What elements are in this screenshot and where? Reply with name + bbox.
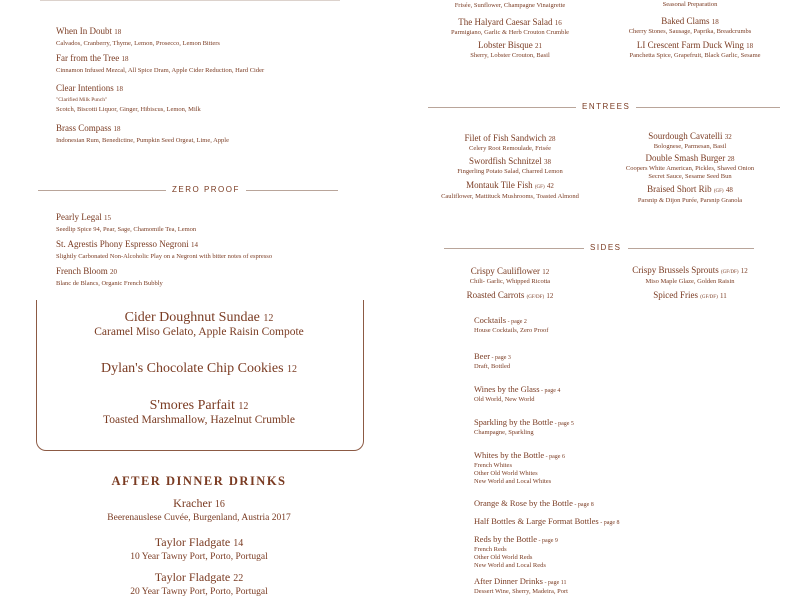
item-name: Far from the Tree: [56, 53, 120, 63]
dessert-item: [36, 310, 362, 339]
item-name: Dylan's Chocolate Chip Cookies: [100, 361, 284, 376]
zero-proof-item: [56, 266, 163, 288]
cocktail-item: [56, 26, 220, 48]
side-item: [600, 290, 780, 303]
item-desc: Cinnamon Infused Mezcal, All Spice Dram, Apple Cider Reduction, Hard Cider: [56, 67, 265, 74]
item-name: The Halyard Caesar Salad: [458, 17, 553, 27]
link-line: Champagne, Sparkling: [474, 429, 534, 436]
zero-proof-item: [56, 212, 196, 234]
page-link[interactable]: [474, 516, 620, 528]
item-price: 18: [121, 55, 129, 63]
item-name: Double Smash Burger: [645, 153, 726, 163]
item-desc: Seedlip Spice 94, Pear, Sage, Chamomile Tea, Lemon: [56, 226, 197, 233]
page-link[interactable]: [474, 534, 558, 570]
item-desc: Chili- Garlic, Whipped Ricotta: [469, 278, 551, 285]
link-line: Old World, New World: [474, 396, 535, 403]
item-name: LI Crescent Farm Duck Wing: [636, 40, 744, 50]
item-tag: (GF/DF): [721, 270, 739, 275]
entree-item: [420, 180, 600, 201]
entree-item: [600, 153, 780, 181]
item-desc: Beerenauslese Cuvée, Burgenland, Austria 2017: [107, 513, 291, 523]
link-title: After Dinner Drinks: [474, 576, 543, 586]
page-link[interactable]: [474, 315, 548, 335]
item-name: Montauk Tile Fish: [466, 180, 533, 190]
item-name: Swordfish Schnitzel: [469, 156, 542, 166]
item-desc: Caramel Miso Gelato, Apple Raisin Compote: [94, 326, 304, 338]
item-name: Taylor Fladgate: [154, 570, 231, 584]
item-name: Clear Intentions: [56, 83, 114, 93]
link-page: - page 11: [542, 580, 567, 586]
item-name: Taylor Fladgate: [154, 535, 231, 549]
item-desc: Celery Root Remoulade, Frisée: [469, 145, 551, 152]
item-name: When In Doubt: [56, 26, 112, 36]
item-price: 14: [191, 241, 198, 249]
item-price: 22: [233, 573, 244, 584]
link-line: House Cocktails, Zero Proof: [474, 327, 549, 334]
link-title: Half Bottles & Large Format Bottles: [474, 516, 599, 526]
item-name: Filet of Fish Sandwich: [464, 133, 547, 143]
item-tag: (GF): [713, 189, 724, 194]
item-price: 48: [725, 186, 733, 194]
item-desc: Calvados, Cranberry, Thyme, Lemon, Prosecco, Lemon Bitters: [56, 40, 220, 47]
page-link[interactable]: [474, 417, 574, 437]
item-desc: Miso Maple Glaze, Golden Raisin: [645, 278, 735, 285]
page-link[interactable]: [474, 576, 568, 596]
item-price: 38: [544, 158, 551, 166]
link-title: Wines by the Glass: [474, 384, 540, 394]
item-name: S'mores Parfait: [149, 398, 235, 413]
item-desc: Coopers White American, Pickles, Shaved Onion: [625, 165, 755, 172]
after-dinner-item: [36, 570, 362, 598]
after-dinner-heading: AFTER DINNER DRINKS: [111, 474, 287, 488]
link-title: Beer: [474, 351, 491, 361]
starter-item: [420, 40, 600, 60]
link-page: - page 3: [490, 355, 511, 361]
item-name: Roasted Carrots: [466, 290, 525, 300]
item-price: 12: [238, 401, 249, 412]
item-desc: Fingerling Potato Salad, Charred Lemon: [457, 168, 563, 175]
item-desc: Parmigiano, Garlic & Herb Crouton Crumble: [450, 29, 570, 36]
link-page: - page 6: [544, 454, 565, 460]
page-link[interactable]: [474, 498, 594, 510]
item-name: French Bloom: [56, 266, 108, 276]
link-line: Draft, Bottled: [474, 363, 511, 370]
item-name: Pearly Legal: [56, 212, 102, 222]
starter-item: [420, 17, 600, 37]
item-name: Baked Clams: [661, 16, 710, 26]
item-name: Cider Doughnut Sundae: [124, 310, 260, 325]
link-line: Other Old World Reds: [474, 554, 533, 561]
item-desc: Frisée, Sunflower, Champagne Vinaigrette: [454, 2, 566, 9]
cocktail-item: [56, 123, 229, 145]
after-dinner-item: [36, 496, 362, 524]
link-line: Other Old World Whites: [474, 470, 538, 477]
entrees-heading: ENTREES: [576, 102, 636, 111]
item-price: 12: [263, 313, 274, 324]
item-desc: Indonesian Rum, Benedictine, Pumpkin Seed Orgeat, Lime, Apple: [56, 137, 230, 144]
cocktail-item: [56, 53, 264, 75]
link-line: French Reds: [474, 546, 507, 553]
item-name: Crispy Cauliflower: [470, 266, 540, 276]
item-price: 18: [116, 85, 123, 93]
zero-proof-item: [56, 239, 272, 261]
item-price: 16: [554, 19, 562, 27]
item-name: Lobster Bisque: [478, 40, 533, 50]
item-name: Kracher: [173, 496, 212, 510]
link-page: - page 2: [506, 319, 527, 325]
item-tag: (GF): [534, 185, 545, 190]
item-desc: Cauliflower, Mattituck Mushrooms, Toasted Almond: [441, 193, 579, 200]
item-desc: Slightly Carbonated Non-Alcoholic Play on a Negroni with bitter notes of espresso: [56, 253, 273, 260]
cocktail-item: [56, 83, 201, 114]
item-desc-2: Secret Sauce, Sesame Seed Bun: [648, 173, 732, 180]
entree-item: [420, 133, 600, 153]
item-desc: Parsnip & Dijon Purée, Parsnip Granola: [637, 197, 743, 204]
item-desc: Seasonal Preparation: [662, 1, 718, 8]
item-desc: Sherry, Lobster Crouton, Basil: [470, 52, 550, 59]
link-title: Orange & Rose by the Bottle: [474, 498, 573, 508]
link-line: Dessert Wine, Sherry, Madeira, Port: [474, 588, 568, 595]
item-name: Brass Compass: [56, 123, 112, 133]
page-link[interactable]: [474, 351, 511, 371]
item-note: "Clarified Milk Punch": [56, 97, 108, 103]
link-title: Cocktails: [474, 315, 507, 325]
item-price: 12: [546, 292, 554, 300]
link-title: Reds by the Bottle: [474, 534, 538, 544]
item-desc: Blanc de Blancs, Organic French Bubbly: [56, 280, 163, 287]
zero-proof-heading: ZERO PROOF: [166, 185, 246, 194]
item-desc: 20 Year Tawny Port, Porto, Portugal: [130, 587, 268, 597]
entree-item: [420, 156, 600, 176]
item-price: 20: [110, 268, 117, 276]
item-price: 18: [114, 28, 122, 36]
item-price: 12: [740, 267, 748, 275]
item-desc: Panchetta Spice, Grapefruit, Black Garlic, Sesame: [629, 52, 761, 59]
entree-item: [600, 184, 780, 205]
sides-heading: SIDES: [584, 243, 628, 252]
side-item: [600, 265, 780, 286]
side-item: [420, 266, 600, 286]
item-price: 11: [720, 292, 727, 300]
item-price: 32: [724, 133, 732, 141]
dessert-item: [36, 361, 362, 377]
item-price: 28: [727, 155, 735, 163]
link-page: - page 8: [572, 502, 594, 508]
page-link[interactable]: [474, 384, 560, 404]
dessert-item: [36, 398, 362, 427]
item-name: Sourdough Cavatelli: [648, 131, 723, 141]
item-price: 14: [233, 538, 244, 549]
item-tag: (GF/DF): [526, 295, 545, 300]
item-desc: Cherry Stones, Sausage, Paprika, Breadcrumbs: [628, 28, 752, 35]
item-price: 28: [548, 135, 556, 143]
item-price: 18: [746, 42, 754, 50]
link-line: New World and Local Whites: [474, 478, 552, 485]
item-price: 21: [535, 42, 542, 50]
link-page: - page 9: [537, 538, 558, 544]
item-name: Spiced Fries: [653, 290, 698, 300]
link-page: - page 4: [539, 388, 561, 394]
item-price: 12: [542, 268, 550, 276]
item-name: Braised Short Rib: [647, 184, 712, 194]
after-dinner-item: [36, 535, 362, 563]
item-tag: (GF/DF): [700, 295, 718, 300]
link-title: Whites by the Bottle: [474, 450, 545, 460]
link-line: French Whites: [474, 462, 512, 469]
page-link[interactable]: [474, 450, 565, 486]
item-desc: 10 Year Tawny Port, Porto, Portugal: [130, 552, 268, 562]
item-name: Crispy Brussels Sprouts: [632, 265, 719, 275]
item-desc: Bolognese, Parmesan, Basil: [653, 143, 727, 150]
item-price: 18: [113, 125, 121, 133]
item-name: St. Agrestis Phony Espresso Negroni: [56, 239, 189, 249]
link-title: Sparkling by the Bottle: [474, 417, 554, 427]
starter-item: [605, 40, 785, 60]
link-page: - page 8: [598, 520, 620, 526]
item-desc: Scotch, Biscotti Liquor, Ginger, Hibiscus, Lemon, Milk: [56, 106, 201, 113]
top-left-divider: [40, 0, 340, 1]
item-price: 16: [214, 499, 225, 510]
link-page: - page 5: [553, 421, 574, 427]
link-line: New World and Local Reds: [474, 562, 546, 569]
item-price: 15: [103, 214, 111, 222]
item-price: 12: [287, 364, 298, 375]
item-desc: Toasted Marshmallow, Hazelnut Crumble: [103, 414, 295, 426]
side-item: [420, 290, 600, 303]
entree-item: [600, 131, 780, 151]
starter-item: [600, 16, 780, 36]
item-price: 18: [711, 18, 719, 26]
item-price: 42: [546, 182, 554, 190]
